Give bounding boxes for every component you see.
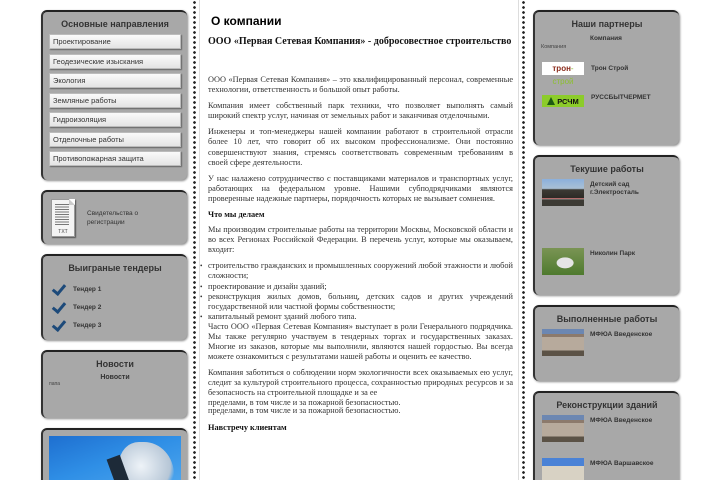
checkmark-icon [51,318,65,332]
paragraph: У нас налажено сотрудничество с поставщиками материалов и транспортных услуг, работающих на федеральном уровне. Нашими субподрядчиками являются проверенные надежные партнеры, порядочность которых не вызывает сомнения. [208,173,513,203]
paragraph: Инженеры и топ-менеджеры нашей компании работают в строительной отрасли более 10 лет, что говорит об их высоком профессионализме. Они постоянно совершенствуют знания, стремясь соответствовать современным требованиям в своей сфере деятельности. [208,127,513,167]
paragraph: Компания имеет собственный парк техники, что позволяет выполнять самый широкий спектр услуг, начиная от земельных работ и заканчивая отделочными. [208,101,513,121]
nav-item-finishing[interactable]: Отделочные работы [49,132,181,147]
partners-panel: Наши партнеры Компания Компания трон-строй Трон Строй РСЧМ РУССБЫТЧЕРМЕТ [533,10,679,145]
paragraph: ООО «Первая Сетевая Компания» – это квалифицированный персонал, современные технологии, ответственность и большой опыт работы. [208,75,513,95]
section-heading-clients: Навстречу клиентам [208,422,287,432]
building-thumbnail[interactable] [542,329,584,356]
certificate-link[interactable]: Свидетельства о регистрации [87,210,139,226]
list-item: • проектирование и дизайн зданий; [204,282,513,292]
completed-works-title: Выполненные работы [556,314,658,324]
main-right-edge [518,0,519,480]
paragraph: Мы производим строительные работы на территории Москвы, Московской области и во всех Регионах Российской Федерации. В перечень услуг, которые мы оказываем, входит: [208,225,513,255]
rscm-logo[interactable]: РСЧМ [542,95,584,107]
main-content [208,14,513,438]
left-dotted-divider [192,0,197,480]
tender-item[interactable]: Тендер 2 [51,298,187,316]
reconstruction-title: Реконструкции зданий [556,400,658,410]
partner-item[interactable]: трон-строй Трон Строй [535,62,679,75]
paragraph: Часто ООО «Первая Сетевая Компания» выступает в роли Генерального подрядчика. Мы также регулярно участвуем в тендерных торгах и государственных заказах. Многие из заказов, которые мы выполнили, являются нашей гордостью. Вы всегда можете ознакомиться с результатами нашей работы и оценить ее качество. [208,321,513,362]
kindergarten-thumbnail[interactable] [542,179,584,206]
list-item: • реконструкция жилых домов, больниц, детских садов и других учреждений государственной или частной формы собственности; [204,292,513,312]
tender-item[interactable]: Тендер 3 [51,316,187,334]
page-title: О компании [211,14,282,28]
directions-title: Основные направления [61,19,169,29]
news-panel [41,350,187,418]
nav-item-fire-protection[interactable]: Противопожарная защита [49,151,181,166]
checkmark-icon [51,282,65,296]
building-thumbnail[interactable] [542,458,584,480]
left-sidebar [41,10,187,480]
nav-item-design[interactable]: Проектирование [49,34,181,49]
current-works-panel [533,155,679,295]
main-left-edge [199,0,200,480]
list-item: • строительство гражданских и промышленных сооружений любой этажности и любой сложности; [204,261,513,281]
reconstruction-panel [533,391,679,480]
news-title: Новости [96,359,134,369]
txt-document-icon[interactable]: TXT [51,199,75,237]
tenders-panel [41,254,187,340]
tenders-title: Выиграные тендеры [68,263,162,273]
current-works-title: Текушие работы [570,164,644,174]
nav-item-ecology[interactable]: Экология [49,73,181,88]
photo-panel [41,428,187,480]
news-subtitle[interactable]: Новости [100,374,130,381]
headline: ООО «Первая Сетевая Компания» - добросовестное строительство [208,36,512,47]
nav-item-waterproofing[interactable]: Гидроизоляция [49,112,181,127]
building-thumbnail[interactable] [542,415,584,442]
directions-panel [41,10,187,180]
certificate-panel[interactable] [41,190,187,244]
work-item[interactable]: МФЮА Варшавское [535,458,679,480]
completed-works-panel [533,305,679,381]
work-item[interactable]: МФЮА Введенское [535,329,679,356]
work-item[interactable]: Детский сад г.Электросталь [535,179,679,206]
nav-item-geodesy[interactable]: Геодезические изыскания [49,54,181,69]
right-dotted-divider [521,0,526,480]
paragraph-tail: пределами, в том числе и за пожарной безопасностью. пределами, в том числе и за пожарной безопасностью. [208,397,401,415]
work-item[interactable]: МФЮА Введенское [535,415,679,442]
checkmark-icon [51,300,65,314]
tron-stroy-logo[interactable]: трон-строй [542,62,584,75]
directions-nav [43,34,187,175]
nikolin-park-thumbnail[interactable] [542,248,584,275]
work-item[interactable]: Николин Парк [535,248,679,275]
news-text: папа [49,381,60,387]
partner-item[interactable]: РСЧМ РУССБЫТЧЕРМЕТ [535,95,679,107]
services-list [204,261,513,322]
list-item: • капитальный ремонт зданий любого типа. [204,312,513,322]
section-heading-what-we-do: Что мы делаем [208,210,265,220]
partners-title: Наши партнеры [571,19,643,29]
paragraph: Компания заботиться о соблюдении норм экологичности всех оказываемых ею услуг, следит за культурой строительного процесса, сохранностью природных ресурсов и за безопасность на строительной площадке и за ее [208,368,513,398]
tender-item[interactable]: Тендер 1 [51,280,187,298]
nav-item-earthworks[interactable]: Земляные работы [49,93,181,108]
right-sidebar [533,10,679,480]
fountain-photo[interactable] [49,436,181,480]
